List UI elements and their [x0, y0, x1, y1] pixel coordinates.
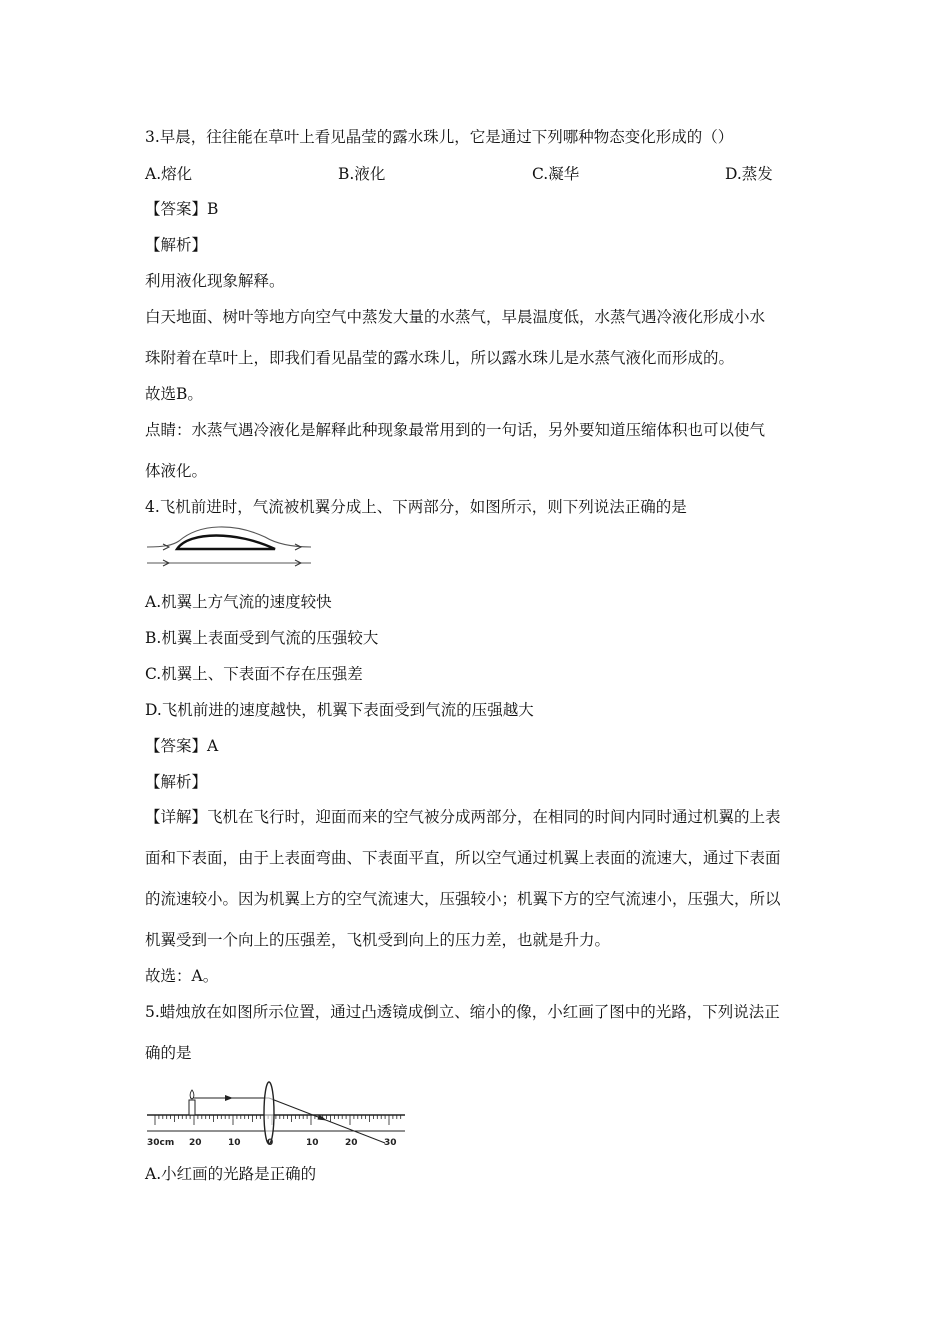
q3-note-line: 体液化。	[145, 462, 208, 480]
q3-note-line: 点睛：水蒸气遇冷液化是解释此种现象最常用到的一句话，另外要知道压缩体积也可以使气	[145, 421, 766, 439]
candle	[189, 1100, 195, 1115]
q4-analysis-line: 面和下表面，由于上表面弯曲、下表面平直，所以空气通过机翼上表面的流速大，通过下表面	[145, 849, 781, 867]
q3-option-b: B.液化	[338, 165, 386, 183]
q3-option-d: D.蒸发	[725, 165, 773, 183]
q3-analysis-line: 白天地面、树叶等地方向空气中蒸发大量的水蒸气，早晨温度低，水蒸气遇冷液化形成小水	[145, 308, 766, 326]
q4-stem: 4.飞机前进时，气流被机翼分成上、下两部分，如图所示，则下列说法正确的是	[145, 498, 687, 516]
ruler-label: 0	[267, 1138, 274, 1148]
q4-analysis-line: 机翼受到一个向上的压强差，飞机受到向上的压力差，也就是升力。	[145, 931, 611, 949]
ruler-labels	[147, 1138, 397, 1148]
wing-profile	[177, 536, 275, 550]
ruler-label: 30cm	[147, 1138, 175, 1148]
q3-analysis-line: 故选B。	[145, 385, 203, 403]
q3-answer: 【答案】B	[145, 200, 219, 218]
q4-analysis-line: 【详解】飞机在飞行时，迎面而来的空气被分成两部分，在相同的时间内同时通过机翼的上表	[145, 808, 781, 826]
q5-stem-line: 5.蜡烛放在如图所示位置，通过凸透镜成倒立、缩小的像，小红画了图中的光路，下列说法正	[145, 1003, 780, 1021]
convex-lens	[264, 1082, 274, 1144]
convex-lens-ruler-figure	[145, 1078, 407, 1150]
q4-option-b: B.机翼上表面受到气流的压强较大	[145, 629, 379, 647]
q3-option-c: C.凝华	[532, 165, 580, 183]
ruler-label: 30	[384, 1138, 397, 1148]
ruler-label: 20	[345, 1138, 358, 1148]
q4-analysis-line: 故选：A。	[145, 967, 219, 985]
ruler-label: 10	[306, 1138, 319, 1148]
q5-stem-line: 确的是	[145, 1044, 192, 1062]
q3-option-a: A.熔化	[145, 165, 193, 183]
q4-analysis-heading: 【解析】	[145, 773, 208, 791]
q4-option-d: D.飞机前进的速度越快，机翼下表面受到气流的压强越大	[145, 701, 534, 719]
q4-option-a: A.机翼上方气流的速度较快	[145, 593, 332, 611]
candle-flame	[190, 1090, 194, 1099]
q5-option-a: A.小红画的光路是正确的	[145, 1165, 317, 1183]
ruler-label: 20	[189, 1138, 202, 1148]
ruler-label: 10	[228, 1138, 241, 1148]
q3-analysis-line: 利用液化现象解释。	[145, 272, 285, 290]
q4-analysis-line: 的流速较小。因为机翼上方的空气流速大，压强较小；机翼下方的空气流速小，压强大，所以	[145, 890, 781, 908]
q3-analysis-heading: 【解析】	[145, 236, 208, 254]
q4-answer: 【答案】A	[145, 737, 219, 755]
q3-stem: 3.早晨，往往能在草叶上看见晶莹的露水珠儿，它是通过下列哪种物态变化形成的（）	[145, 128, 734, 146]
ruler-ticks	[155, 1115, 401, 1125]
arrow-icon	[225, 1095, 233, 1101]
q4-option-c: C.机翼上、下表面不存在压强差	[145, 665, 363, 683]
q3-analysis-line: 珠附着在草叶上，即我们看见晶莹的露水珠儿，所以露水珠儿是水蒸气液化而形成的。	[145, 349, 735, 367]
wing-airflow-figure	[145, 525, 315, 575]
